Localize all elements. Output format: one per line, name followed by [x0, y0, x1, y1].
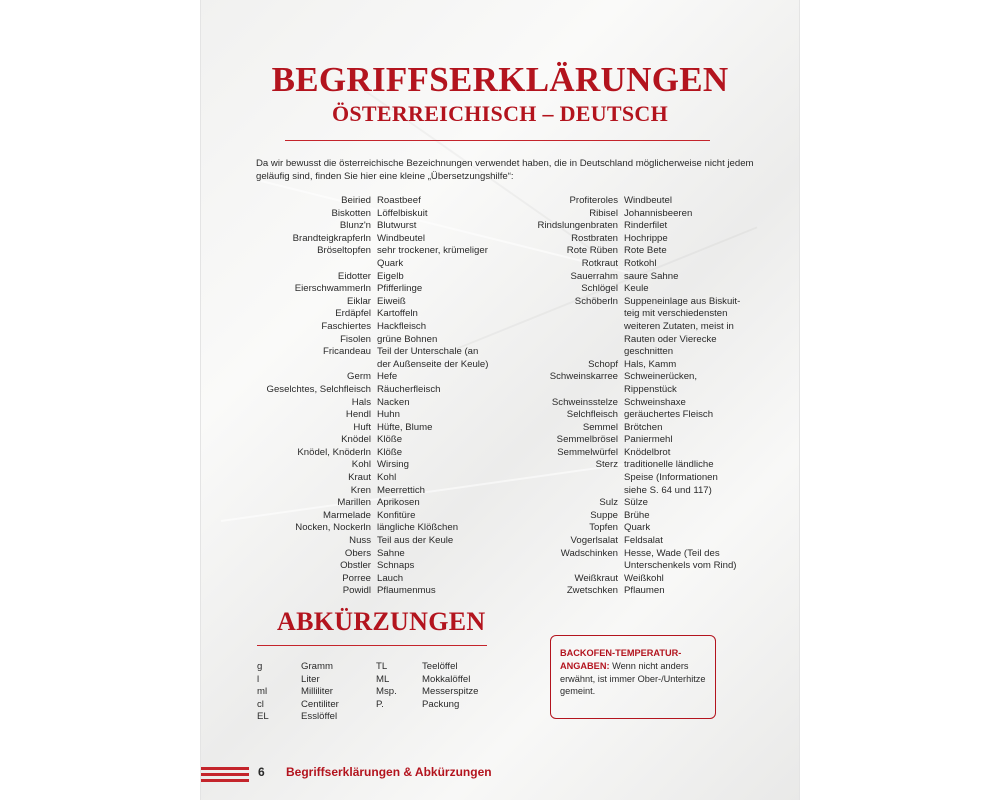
glossary-row: [221, 296, 497, 309]
glossary-term: Topfen: [589, 522, 618, 534]
glossary-row: [221, 535, 497, 548]
glossary-term: Nocken, Nockerln: [295, 522, 371, 534]
glossary-term: Marillen: [337, 497, 371, 509]
abbreviation-meaning: Mokkalöffel: [422, 673, 471, 685]
glossary-row: [221, 384, 497, 397]
glossary-row: [501, 497, 754, 510]
glossary-row: [501, 208, 754, 221]
glossary-translation: Räucherfleisch: [377, 383, 441, 395]
glossary-translation: Rauten oder Vierecke: [624, 333, 717, 345]
glossary-term: Kohl: [351, 459, 371, 471]
glossary-term: Huft: [353, 421, 371, 433]
glossary-term: Faschiertes: [321, 320, 371, 332]
glossary-row: [221, 485, 497, 498]
glossary-translation: Hackfleisch: [377, 320, 427, 332]
oven-temperature-note: [550, 635, 716, 719]
glossary-row: [221, 258, 497, 271]
abbreviations-title: ABKÜRZUNGEN: [277, 607, 486, 636]
glossary-translation: Weißkohl: [624, 572, 664, 584]
glossary-term: Knödel: [341, 434, 371, 446]
page-subtitle: ÖSTERREICHISCH – DEUTSCH: [331, 101, 669, 126]
glossary-row: [501, 485, 754, 498]
note-highlight: BACKOFEN-TEMPERATUR-ANGABEN:: [560, 648, 682, 671]
note-text: Wenn nicht anders erwähnt, ist immer Ober-/Unterhitze gemeint.: [560, 660, 706, 697]
glossary-row: [501, 573, 754, 586]
glossary-term: Selchfleisch: [566, 409, 618, 421]
glossary-row: [221, 334, 497, 347]
intro-text: Da wir bewusst die österreichische Bezeichnungen verwendet haben, die in Deutschland möglicherweise nicht jedem geläufig sind, finden Sie hier eine kleine „Übersetzungshilfe“:: [256, 158, 754, 183]
abbreviation-meaning: Gramm: [301, 661, 333, 672]
glossary-translation: Klöße: [377, 446, 403, 458]
glossary-row: [221, 271, 497, 284]
glossary-row: [501, 384, 754, 397]
glossary-term: Rotkraut: [581, 257, 618, 269]
glossary-term: Profiteroles: [569, 195, 618, 206]
glossary-term: Beiried: [341, 195, 371, 206]
glossary-translation: Nacken: [377, 396, 410, 408]
glossary-translation: Quark: [624, 522, 651, 534]
glossary-translation: siehe S. 64 und 117): [624, 484, 712, 496]
footer-title: Begriffserklärungen & Abkürzungen: [286, 765, 492, 779]
glossary-translation: Meerrettich: [377, 484, 425, 496]
glossary-term: Eiklar: [347, 295, 371, 307]
glossary-translation: Schweinerücken,: [624, 371, 698, 383]
glossary-row: [501, 409, 754, 422]
glossary-term: Wadschinken: [560, 547, 618, 559]
glossary-right-column: [501, 195, 754, 598]
abbreviation: TL: [376, 661, 388, 672]
glossary-translation: Schweinshaxe: [624, 396, 686, 408]
glossary-term: Rostbraten: [571, 232, 618, 244]
glossary-term: [501, 346, 624, 359]
glossary-row: [501, 560, 754, 573]
abbreviation-meaning: Packung: [422, 698, 460, 710]
abbreviation-meaning: Liter: [301, 673, 320, 685]
glossary-translation: Quark: [377, 257, 404, 269]
glossary-row: [501, 548, 754, 561]
glossary-term: Obers: [344, 547, 371, 559]
glossary-term: Geselchtes, Selchfleisch: [266, 383, 371, 395]
glossary-term: Schweinskarree: [549, 371, 618, 383]
glossary-term: Fricandeau: [323, 346, 371, 358]
glossary-row: [501, 472, 754, 485]
glossary-row: [501, 359, 754, 372]
glossary-term: Germ: [347, 371, 371, 383]
glossary-term: Marmelade: [323, 509, 371, 521]
glossary-translation: Teil aus der Keule: [377, 535, 454, 547]
glossary-term: Knödel, Knöderln: [297, 446, 371, 458]
glossary-term: Semmel: [582, 421, 618, 433]
abbreviation: cl: [257, 698, 264, 710]
abbreviation: P.: [376, 698, 384, 710]
glossary-term: Erdäpfel: [335, 308, 371, 320]
glossary-term: [501, 560, 624, 573]
glossary-translation: Speise (Informationen: [624, 472, 718, 484]
glossary-translation: Windbeutel: [377, 232, 425, 244]
glossary-translation: Lauch: [377, 572, 404, 584]
glossary-row: [501, 334, 754, 347]
abbreviation: l: [257, 673, 260, 685]
glossary-row: [221, 195, 497, 208]
glossary-term: Rote Rüben: [566, 245, 618, 257]
abbreviation-meaning: Centiliter: [301, 698, 339, 710]
glossary-row: [221, 560, 497, 573]
glossary-translation: Knödelbrot: [624, 446, 671, 458]
glossary-row: [501, 308, 754, 321]
glossary-row: [501, 271, 754, 284]
glossary-row: [501, 371, 754, 384]
glossary-term: Semmelbrösel: [556, 434, 618, 446]
glossary-translation: geschnitten: [624, 346, 674, 358]
glossary-translation: Konfitüre: [377, 509, 416, 521]
glossary-translation: Wirsing: [377, 459, 409, 471]
glossary-translation: Hochrippe: [624, 232, 668, 244]
abbreviations-col1-meaning: [301, 661, 339, 724]
glossary-term: Schlögel: [581, 283, 618, 295]
glossary-term: Schopf: [588, 358, 618, 370]
glossary-row: [501, 434, 754, 447]
glossary-translation: Windbeutel: [624, 195, 672, 206]
glossary-term: Zwetschken: [566, 585, 618, 597]
glossary-term: [501, 321, 624, 334]
abbreviation: g: [257, 661, 263, 672]
glossary-row: [221, 220, 497, 233]
abbreviations-col1-abbr: [257, 661, 269, 724]
glossary-term: [501, 472, 624, 485]
glossary-term: Fisolen: [340, 333, 371, 345]
glossary-row: [221, 422, 497, 435]
glossary-term: Brandteigkrapferln: [292, 232, 371, 244]
glossary-translation: Sülze: [624, 497, 648, 509]
glossary-term: [501, 308, 624, 321]
glossary-translation: Hals, Kamm: [624, 358, 677, 370]
glossary-row: [501, 510, 754, 523]
abbreviations-col2-meaning: [422, 661, 479, 711]
glossary-translation: sehr trockener, krümeliger: [377, 245, 488, 257]
glossary-term: Hals: [351, 396, 371, 408]
glossary-translation: Schnaps: [377, 560, 415, 572]
title-rule: [285, 140, 710, 141]
glossary-translation: Kartoffeln: [377, 308, 418, 320]
glossary-translation: der Außenseite der Keule): [377, 358, 489, 370]
abbreviations-col2-abbr: [376, 661, 397, 711]
flag-stripes: [201, 765, 249, 782]
glossary-term: Eierschwammerln: [294, 283, 371, 295]
glossary-row: [221, 308, 497, 321]
glossary-row: [221, 497, 497, 510]
glossary-row: [221, 447, 497, 460]
glossary-translation: Hüfte, Blume: [377, 421, 433, 433]
glossary-translation: Feldsalat: [624, 535, 663, 547]
glossary-row: [501, 447, 754, 460]
glossary-row: [221, 371, 497, 384]
glossary-row: [221, 346, 497, 359]
glossary-term: Weißkraut: [574, 572, 618, 584]
glossary-row: [221, 409, 497, 422]
glossary-term: Schöberln: [574, 295, 618, 307]
glossary-translation: Rippenstück: [624, 383, 677, 395]
glossary-row: [501, 195, 754, 208]
glossary-row: [501, 245, 754, 258]
glossary-translation: Pflaumenmus: [377, 585, 436, 597]
glossary-term: Sterz: [595, 459, 618, 471]
glossary-row: [501, 283, 754, 296]
abbreviation-meaning: Esslöffel: [301, 711, 338, 723]
glossary-translation: Hefe: [377, 371, 398, 383]
glossary-term: Semmelwürfel: [557, 446, 618, 458]
glossary-translation: Keule: [624, 283, 649, 295]
glossary-translation: Teil der Unterschale (an: [377, 346, 479, 358]
glossary-term: Powidl: [342, 585, 371, 597]
glossary-row: [221, 585, 497, 598]
glossary-translation: Rotkohl: [624, 257, 657, 269]
abbreviation: ml: [257, 686, 268, 698]
glossary-term: Hendl: [345, 409, 371, 421]
glossary-term: Porree: [342, 572, 371, 584]
glossary-row: [221, 510, 497, 523]
glossary-translation: Blutwurst: [377, 220, 417, 232]
page-number: 6: [258, 765, 265, 779]
abbreviation-meaning: Teelöffel: [422, 661, 458, 672]
glossary-row: [501, 422, 754, 435]
glossary-row: [221, 233, 497, 246]
glossary-term: Obstler: [340, 560, 371, 572]
glossary-term: [501, 334, 624, 347]
glossary-row: [221, 472, 497, 485]
abbreviation: ML: [376, 673, 390, 685]
glossary-row: [501, 321, 754, 334]
glossary-term: Suppe: [590, 509, 618, 521]
glossary-row: [501, 346, 754, 359]
glossary-row: [501, 522, 754, 535]
page-title: BEGRIFFSERKLÄRUNGEN: [271, 60, 729, 99]
glossary-row: [221, 573, 497, 586]
glossary-translation: Eiweiß: [377, 295, 406, 307]
glossary-translation: Eigelb: [377, 270, 404, 282]
glossary-translation: Pfifferlinge: [377, 283, 423, 295]
glossary-translation: Kohl: [377, 472, 397, 484]
glossary-translation: Brühe: [624, 509, 650, 521]
glossary-row: [501, 220, 754, 233]
glossary-term: Eidotter: [337, 270, 371, 282]
glossary-term: Rindslungenbraten: [537, 220, 618, 232]
glossary-term: Sulz: [599, 497, 618, 509]
glossary-translation: teig mit verschiedensten: [624, 308, 728, 320]
abbreviations-rule: [257, 645, 487, 646]
glossary-row: [221, 522, 497, 535]
glossary-term: Schweinsstelze: [551, 396, 618, 408]
glossary-row: [221, 245, 497, 258]
glossary-row: [221, 548, 497, 561]
glossary-term: Vogerlsalat: [570, 535, 618, 547]
glossary-row: [221, 397, 497, 410]
glossary-term: Kren: [350, 484, 371, 496]
glossary-translation: Aprikosen: [377, 497, 420, 509]
glossary-row: [221, 208, 497, 221]
glossary-row: [221, 321, 497, 334]
glossary-translation: Johannisbeeren: [624, 207, 693, 219]
glossary-translation: grüne Bohnen: [377, 333, 438, 345]
glossary-row: [221, 434, 497, 447]
glossary-translation: Brötchen: [624, 421, 663, 433]
glossary-translation: saure Sahne: [624, 270, 679, 282]
glossary-translation: Pflaumen: [624, 585, 665, 597]
glossary-term: Kraut: [348, 472, 371, 484]
glossary-term: Biskotten: [331, 207, 371, 219]
glossary-translation: Hesse, Wade (Teil des: [624, 547, 720, 559]
glossary-row: [501, 397, 754, 410]
glossary-translation: Klöße: [377, 434, 403, 446]
glossary-row: [501, 459, 754, 472]
glossary-term: Sauerrahm: [570, 270, 618, 282]
glossary-row: [501, 296, 754, 309]
glossary-translation: traditionelle ländliche: [624, 459, 714, 471]
glossary-row: [501, 258, 754, 271]
glossary-translation: Paniermehl: [624, 434, 673, 446]
glossary-translation: Huhn: [377, 409, 400, 421]
book-page: [201, 0, 799, 800]
glossary-row: [221, 459, 497, 472]
abbreviation-meaning: Milliliter: [301, 686, 333, 698]
glossary-translation: Roastbeef: [377, 195, 421, 206]
glossary-translation: geräuchertes Fleisch: [624, 409, 714, 421]
glossary-row: [501, 535, 754, 548]
glossary-translation: Unterschenkels vom Rind): [624, 560, 737, 572]
abbreviation-meaning: Messerspitze: [422, 686, 479, 698]
glossary-translation: Rote Bete: [624, 245, 667, 257]
abbreviation: EL: [257, 711, 269, 723]
abbreviation: Msp.: [376, 686, 397, 698]
glossary-translation: weiteren Zutaten, meist in: [624, 320, 734, 332]
glossary-term: Nuss: [349, 535, 371, 547]
glossary-term: [501, 384, 624, 397]
glossary-translation: längliche Klößchen: [377, 522, 459, 534]
glossary-term: [501, 485, 624, 498]
glossary-term: [221, 359, 377, 372]
glossary-row: [221, 359, 497, 372]
glossary-term: Blunz'n: [339, 220, 371, 232]
glossary-translation: Rinderfilet: [624, 220, 668, 232]
glossary-translation: Sahne: [377, 547, 405, 559]
glossary-translation: Löffelbiskuit: [377, 207, 428, 219]
glossary-term: [221, 258, 377, 271]
glossary-term: Ribisel: [589, 207, 618, 219]
glossary-row: [501, 585, 754, 598]
glossary-left-column: [221, 195, 497, 598]
glossary-translation: Suppeneinlage aus Biskuit-: [624, 295, 741, 307]
glossary-row: [221, 283, 497, 296]
glossary-term: Bröseltopfen: [317, 245, 371, 257]
glossary-row: [501, 233, 754, 246]
